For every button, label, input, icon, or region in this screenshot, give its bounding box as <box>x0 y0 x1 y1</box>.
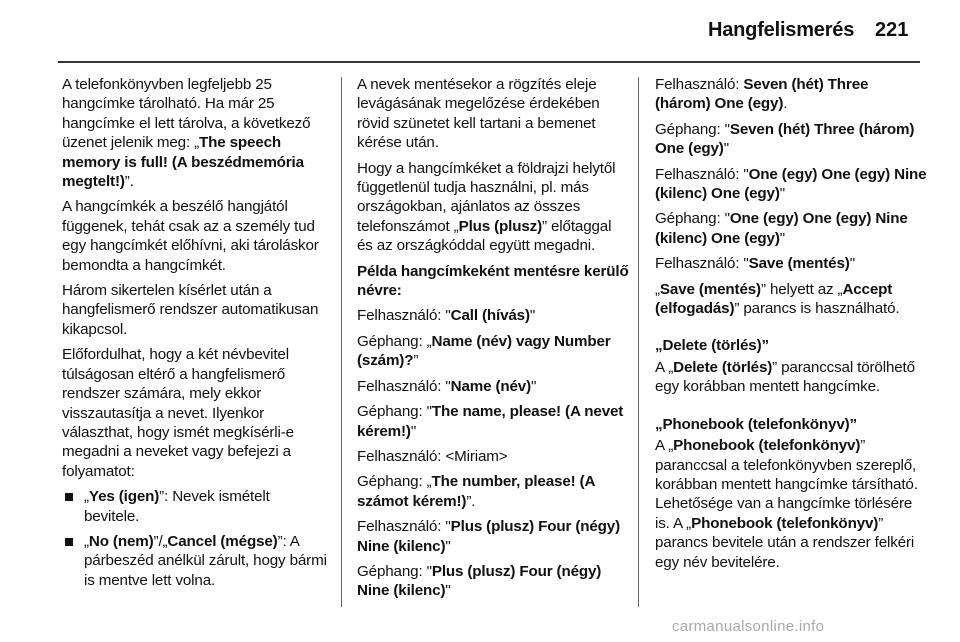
list-item-no-cancel: „No (nem)”/„Cancel (mégse)”: A párbeszéd anélkül zárult, hogy bármi is mentve lett volna. <box>62 532 328 590</box>
header-divider <box>58 61 920 63</box>
paragraph-name-mismatch: Előfordulhat, hogy a két névbevitel túlságosan eltérő a hangfelismerő rendszer számára, mely ekkor visszautasítja a nevet. Ilyenkor választhat, hogy ismét megkísérli-e megadni a neveket vagy befejezi a folyamatot: <box>62 346 294 480</box>
dialog-line: Felhasználó: Seven (hét) Three (három) One (egy). <box>655 76 869 113</box>
delete-heading: „Delete (törlés)” <box>655 337 769 355</box>
bullet-square-icon <box>65 493 73 501</box>
paragraph-accept-alternative: „Save (mentés)” helyett az „Accept (elfogadás)” parancs is használható. <box>655 280 900 318</box>
paragraph-plus-prefix: Hogy a hangcímkéket a földrajzi helytől függetlenül tudja használni, pl. más országokban, ajánlatos az összes telefonszámot „Plus (plusz)” előtaggal és az országkóddal együtt megadni. <box>357 159 616 255</box>
dialog-line: Felhasználó: <Miriam> <box>357 447 508 465</box>
options-list <box>62 487 328 590</box>
phonebook-heading: „Phonebook (telefonkönyv)” <box>655 415 857 433</box>
watermark: carmanualsonline.info <box>672 618 825 635</box>
dialog-line: Géphang: „The number, please! (A számot kérem!)”. <box>357 473 595 510</box>
page-number: 221 <box>875 19 909 41</box>
paragraph-speaker-dependent: A hangcímkék a beszélő hangjától függenek, tehát csak az a személy tud egy hangcímkét előhívni, aki tároláskor bemondta a hangcímkét. <box>62 198 319 274</box>
dialog-line: Géphang: "Seven (hét) Three (három) One (egy)" <box>655 120 915 158</box>
column-divider-1 <box>341 77 342 607</box>
paragraph-auto-off: Három sikertelen kísérlet után a hangfelismerő rendszer automatikusan kikapcsol. <box>62 282 319 338</box>
dialog-line: Felhasználó: "Call (hívás)" <box>357 307 536 325</box>
dialog-line: Géphang: "Plus (plusz) Four (négy) Nine (kilenc)" <box>357 562 602 600</box>
example-heading: Példa hangcímkeként mentésre kerülő névre: <box>357 262 629 300</box>
column-3 <box>655 75 927 578</box>
dialog-line: Felhasználó: "Save (mentés)" <box>655 255 855 273</box>
paragraph-delete: A „Delete (törlés)” paranccsal törölhető egy korábban mentett hangcímke. <box>655 358 915 396</box>
page-title: Hangfelismerés <box>708 19 855 41</box>
paragraph-storage-limit: A telefonkönyvben legfeljebb 25 hangcímke tárolható. Ha már 25 hangcímke el lett tárolva, a következő üzenet jelenik meg: „The speech memory is full! (A beszédmemória megtelt!)”. <box>62 76 311 191</box>
dialog-line: Felhasználó: "One (egy) One (egy) Nine (kilenc) One (egy)" <box>655 165 927 203</box>
column-divider-2 <box>638 77 639 607</box>
bullet-square-icon <box>65 538 73 546</box>
dialog-line: Felhasználó: "Name (név)" <box>357 377 537 395</box>
column-1 <box>62 75 328 596</box>
dialog-line: Géphang: „Name (név) vagy Number (szám)?” <box>357 332 611 370</box>
paragraph-pause: A nevek mentésekor a rögzítés eleje levágásának megelőzése érdekében rövid szünetet kell tartani a bemenet kérése után. <box>357 76 600 152</box>
column-2 <box>357 75 629 607</box>
dialog-line: Géphang: "One (egy) One (egy) Nine (kilenc) One (egy)" <box>655 210 908 247</box>
list-item-yes: „Yes (igen)”: Nevek ismételt bevitele. <box>62 487 328 526</box>
dialog-line: Felhasználó: "Plus (plusz) Four (négy) Nine (kilenc)" <box>357 518 621 555</box>
paragraph-phonebook: A „Phonebook (telefonkönyv)” paranccsal a telefonkönyvben szereplő, korábban mentett hangcímke társítható. Lehetősége van a hangcímke törlésére is. A „Phonebook (telefonkönyv)” parancs bevitele után a rendszer felkéri egy név bevitelére. <box>655 437 918 571</box>
dialog-line: Géphang: "The name, please! (A nevet kérem!)" <box>357 403 624 440</box>
